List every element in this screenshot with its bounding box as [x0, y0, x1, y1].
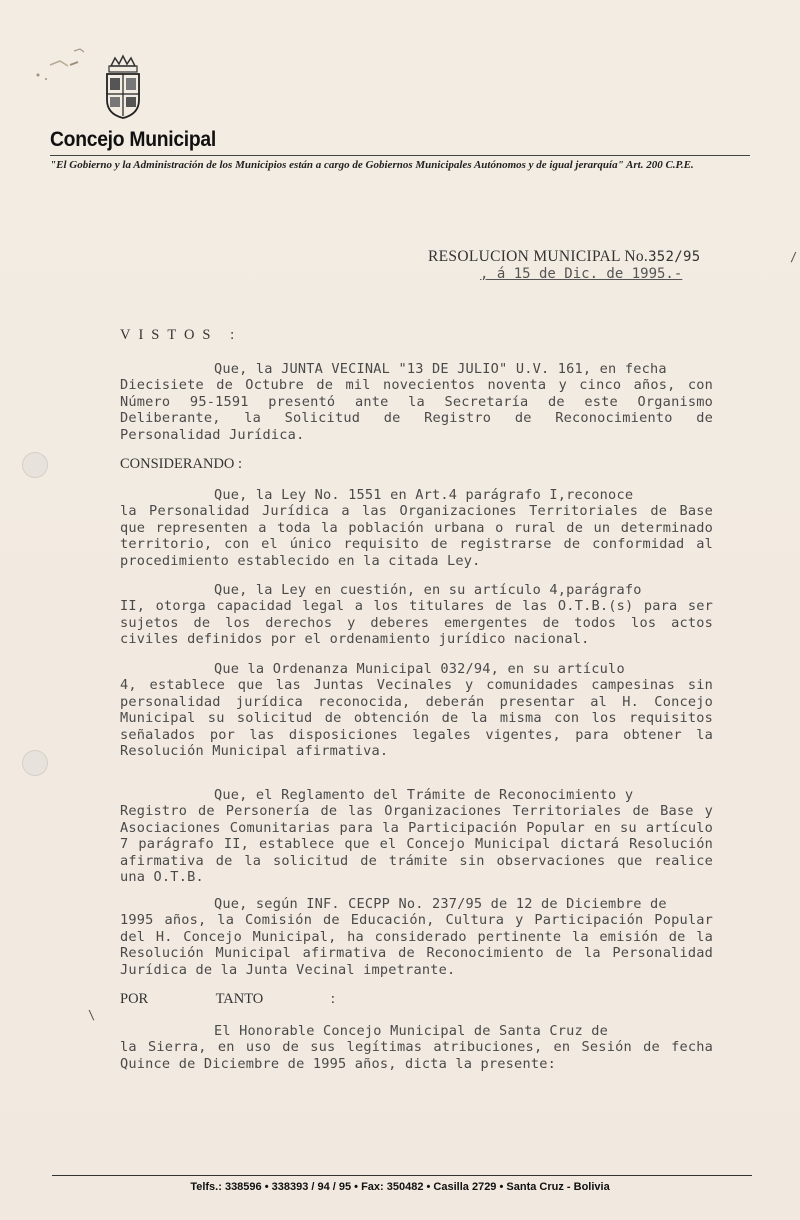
punch-hole-bottom — [22, 750, 48, 776]
margin-tick: \ — [88, 1008, 96, 1022]
vistos-paragraph-body: Diecisiete de Octubre de mil novecientos noventa y cinco años, con Número 95-1591 presentó ante la Secretaría de este Organismo Deliberante, la Solicitud de Registro de Reconocimiento de Personalidad Jurídica. — [120, 377, 713, 443]
considerando-paragraph-3 — [120, 661, 713, 759]
portanto-body: la Sierra, en uso de sus legítimas atribuciones, en Sesión de fecha Quince de Diciembre de 1995 años, dicta la presente: — [120, 1039, 713, 1072]
considerando-paragraph-5 — [120, 896, 713, 978]
considerando-heading: CONSIDERANDO : — [120, 456, 243, 472]
cons-p4-body: Registro de Personería de las Organizaciones Territoriales de Base y Asociaciones Comunitarias para la Participación Popular en su artículo 7 parágrafo II, establece que el Concejo Municipal dictará Resolución afirmativa de la solicitud de trámite sin observaciones que realice una O.T.B. — [120, 803, 713, 886]
cons-p3-first-line: Que la Ordenanza Municipal 032/94, en su artículo — [214, 661, 625, 677]
org-name: Concejo Municipal — [50, 128, 216, 151]
cons-p5-first-line: Que, según INF. CECPP No. 237/95 de 12 de Diciembre de — [214, 896, 667, 912]
resolution-date — [480, 266, 682, 282]
cons-p1-body: la Personalidad Jurídica a las Organizaciones Territoriales de Base que representen a toda la población urbana o rural de un determinado territorio, con el único requisito de registrarse de conformidad al procedimiento establecido en la citada Ley. — [120, 503, 713, 569]
punch-hole-top — [22, 452, 48, 478]
considerando-paragraph-2 — [120, 582, 713, 648]
por-tanto-heading: POR TANTO : — [120, 991, 335, 1007]
cons-p5-body: 1995 años, la Comisión de Educación, Cultura y Participación Popular del H. Concejo Municipal, ha considerado pertinente la emisión de la Resolución Municipal afirmativa de Reconocimiento de la Personalidad Jurídica de la Junta Vecinal impetrante. — [120, 912, 713, 978]
cons-p2-first-line: Que, la Ley en cuestión, en su artículo 4,parágrafo — [214, 582, 642, 598]
vistos-paragraph — [120, 361, 713, 443]
ink-stain-marks — [30, 45, 90, 95]
margin-mark: / — [790, 250, 798, 264]
por-tanto-paragraph — [120, 1023, 713, 1072]
cons-p2-body: II, otorga capacidad legal a los titulares de las O.T.B.(s) para ser sujetos de los derechos y deberes emergentes de todos los actos civiles definidos por el ordenamiento jurídico nacional. — [120, 598, 713, 648]
cons-p1-first-line: Que, la Ley No. 1551 en Art.4 parágrafo I,reconoce — [214, 487, 634, 503]
considerando-paragraph-4 — [120, 787, 713, 885]
portanto-first-line: El Honorable Concejo Municipal de Santa Cruz de — [214, 1023, 609, 1039]
cons-p4-first-line: Que, el Reglamento del Trámite de Reconocimiento y — [214, 787, 634, 803]
footer-divider — [52, 1175, 752, 1176]
vistos-heading: VISTOS : — [120, 327, 243, 343]
resolution-title — [428, 248, 700, 266]
vistos-paragraph-first-line: Que, la JUNTA VECINAL "13 DE JULIO" U.V. 161, en fecha — [214, 361, 667, 377]
header-divider — [50, 155, 750, 156]
considerando-paragraph-1 — [120, 487, 713, 569]
footer-contact: Telfs.: 338596 • 338393 / 94 / 95 • Fax: 350482 • Casilla 2729 • Santa Cruz - Bolivia — [190, 1181, 610, 1193]
resolution-number: 352/95 — [648, 249, 701, 265]
municipal-crest-logo — [103, 52, 143, 120]
constitution-quote: "El Gobierno y la Administración de los Municipios están a cargo de Gobiernos Municipales Autónomos y de igual jerarquía" Art. 200 C.P.E. — [50, 159, 694, 171]
cons-p3-body: 4, establece que las Juntas Vecinales y comunidades campesinas sin personalidad jurídica reconocida, deberán presentar al H. Concejo Municipal su solicitud de obtención de la misma con los requisitos señalados por las disposiciones legales vigentes, para obtener la Resolución Municipal afirmativa. — [120, 677, 713, 760]
resolution-title-label: RESOLUCION MUNICIPAL No. — [428, 248, 649, 265]
resolution-date-text: , á 15 de Dic. de 1995.- — [480, 266, 683, 282]
